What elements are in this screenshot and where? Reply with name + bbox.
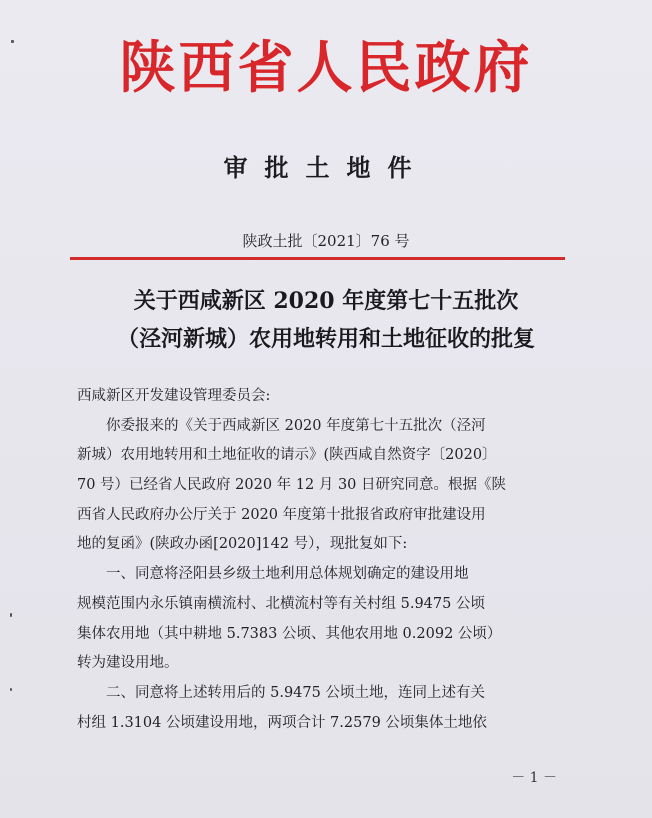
body-line: 西省人民政府办公厅关于 2020 年度第十批报省政府审批建设用 (77, 506, 486, 523)
title-line-1: 关于西咸新区 2020 年度第七十五批次 (133, 288, 519, 314)
document-type-label: 审批土地件 (223, 154, 429, 182)
body-line: 你委报来的《关于西咸新区 2020 年度第七十五批次（泾河 (77, 417, 486, 434)
scan-speck-middle (10, 613, 12, 617)
body-line: 集体农用地（其中耕地 5.7383 公顷、其他农用地 0.2092 公顷） (77, 625, 502, 642)
body-line: 转为建设用地。 (77, 655, 179, 672)
body-line: 二、同意将上述转用后的 5.9475 公顷土地，连同上述有关 (77, 684, 485, 701)
title-line-2: （泾河新城）农用地转用和土地征收的批复 (116, 326, 535, 352)
document-title (0, 282, 652, 358)
body-line: 村组 1.3104 公顷建设用地，两项合计 7.2579 公顷集体土地依 (77, 714, 487, 731)
body-line: 规模范围内永乐镇南横流村、北横流村等有关村组 5.9475 公顷 (77, 595, 485, 612)
document-body (77, 382, 582, 738)
body-line: 一、同意将泾阳县乡级土地利用总体规划确定的建设用地 (77, 566, 469, 583)
body-line: 70 号）已经省人民政府 2020 年 12 月 30 日研究同意。根据《陕 (77, 477, 507, 494)
addressee-line: 西咸新区开发建设管理委员会: (77, 388, 271, 404)
government-masthead: 陕西省人民政府 (119, 35, 533, 101)
red-separator-line (70, 257, 565, 260)
scan-speck-lower (10, 688, 12, 691)
body-line: 地的复函》(陕政办函[2020]142 号），现批复如下: (77, 536, 408, 553)
body-line: 新城）农用地转用和土地征收的请示》(陕西咸自然资字〔2020〕 (77, 447, 497, 464)
document-number: 陕政土批〔2021〕76 号 (242, 232, 410, 250)
page-number: － 1 － (511, 770, 557, 786)
